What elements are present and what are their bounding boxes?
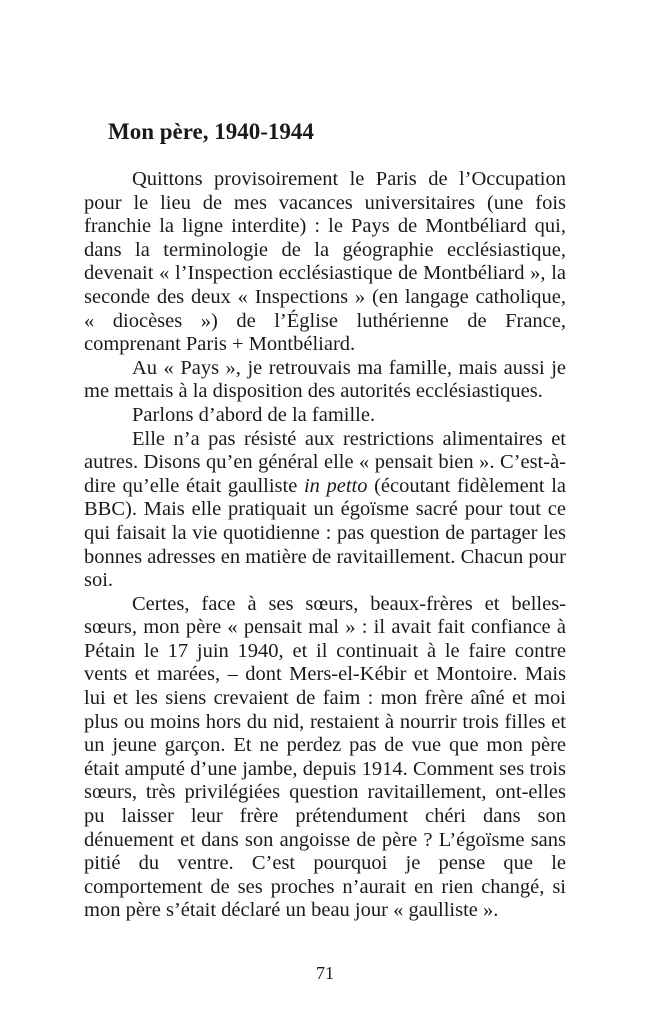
chapter-title: Mon père, 1940-1944 bbox=[108, 119, 314, 144]
paragraph-4-text-end: (écoutant fidèlement la BBC). Mais elle pratiquait un égoïsme sacré pour tout ce qui faisait la vie quotidienne : pas question de partager les bonnes adresses en matière de ravitaillement. Chacun pour soi. bbox=[84, 474, 567, 592]
paragraph-5-text: Certes, face à ses sœurs, beaux-frères et belles-sœurs, mon père « pensait mal » : il avait fait confiance à Pétain le 17 juin 1940, et il continuait à le faire contre vents et marées, – dont Mers-el-Kébir et Montoire. Mais lui et les siens crevaient de faim : mon frère aîné et moi plus ou moins hors du nid, restaient à nourrir trois filles et un jeune garçon. Et ne perdez pas de vue que mon père était amputé d’une jambe, depuis 1914. Comment ses trois sœurs, très privilégiées question ravitaillement, ont-elles pu laisser leur frère prétendument chéri dans son dénuement et dans son angoisse de père ? L’égoïsme sans pitié du ventre. C’est pourquoi je pense que le comportement de ses proches n’aurait en rien changé, si mon père s’était déclaré un beau jour « gaulliste ». bbox=[84, 592, 566, 922]
page-number: 71 bbox=[316, 963, 334, 983]
paragraph-1-text: Quittons provisoirement le Paris de l’Occupation pour le lieu de mes vacances universitaires (une fois franchie la ligne interdite) : le Pays de Montbéliard qui, dans la terminologie de la géographie ecclésiastique, devenait « l’Inspection ecclésiastique de Montbéliard », la seconde des deux « Inspections » (en langage catholique, « diocèses ») de l’Église luthérienne de France, comprenant Paris + Montbéliard. bbox=[84, 168, 566, 356]
paragraph-1 bbox=[84, 168, 566, 357]
chapter-body bbox=[84, 168, 566, 923]
paragraph-3-text: Parlons d’abord de la famille. bbox=[132, 403, 376, 426]
paragraph-3 bbox=[84, 404, 566, 428]
paragraph-4-italic-phrase: in petto bbox=[303, 474, 368, 497]
paragraph-2-text: Au « Pays », je retrouvais ma famille, mais aussi je me mettais à la disposition des autorités ecclésiastiques. bbox=[84, 356, 566, 403]
paragraph-4 bbox=[84, 428, 566, 593]
paragraph-2 bbox=[84, 357, 566, 404]
paragraph-5 bbox=[84, 593, 566, 923]
paragraph-4-text-start: Elle n’a pas résisté aux restrictions alimentaires et autres. Disons qu’en général elle « pensait bien ». C’est-à-dire qu’elle était gaulliste bbox=[84, 427, 566, 497]
